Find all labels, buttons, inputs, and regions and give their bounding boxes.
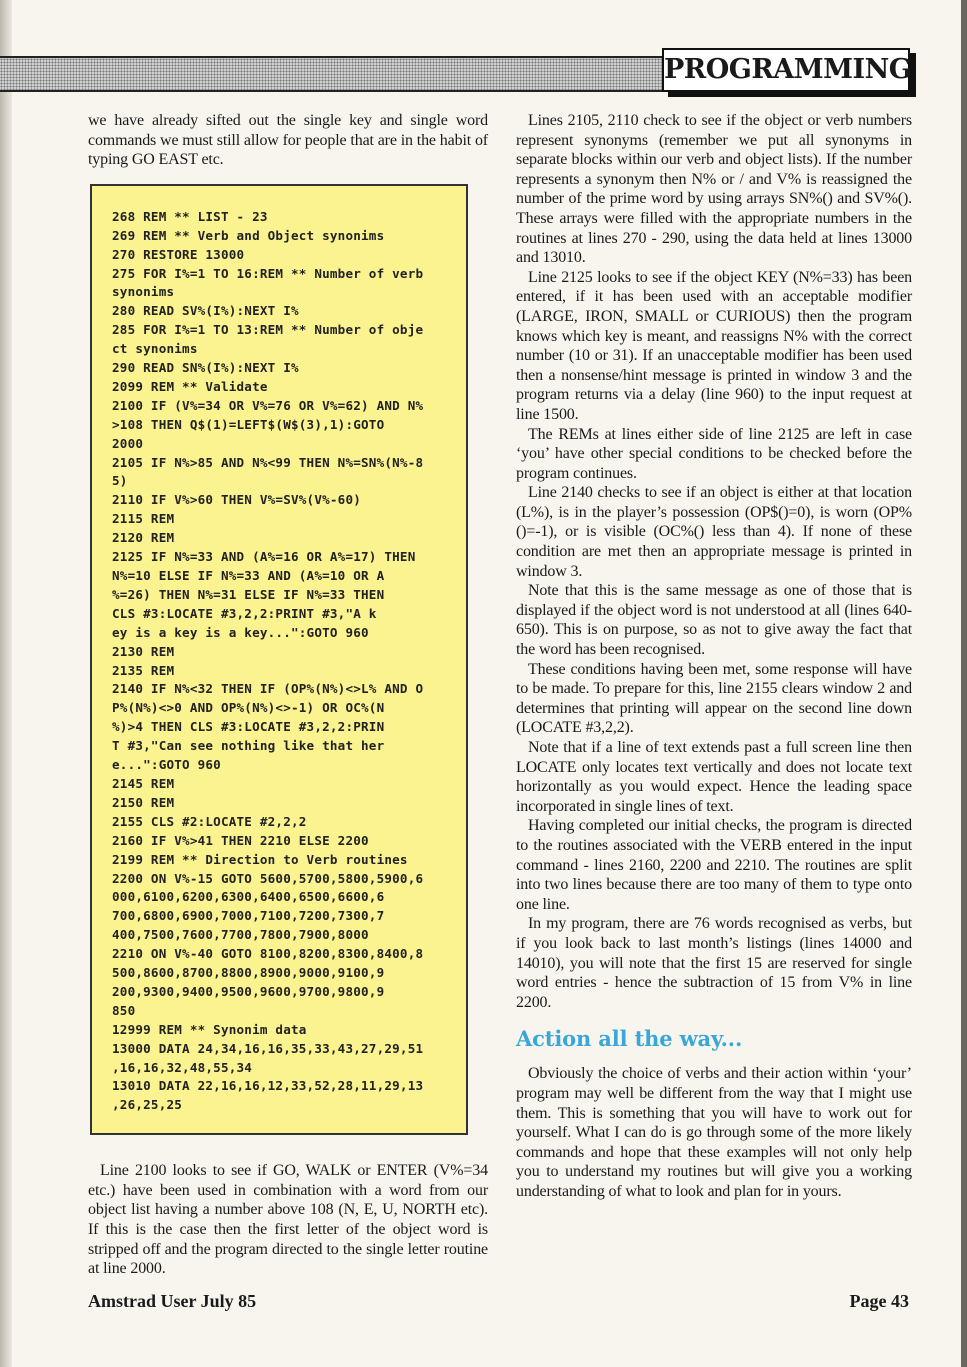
code-line: 2120 REM <box>112 530 175 546</box>
code-line: P%(N%)<>0 AND OP%(N%)<>-1) OR OC%(N <box>112 700 385 716</box>
code-line: 13010 DATA 22,16,16,12,33,52,28,11,29,13 <box>112 1078 424 1094</box>
paragraph: In my program, there are 76 words recognised as verbs, but if you look back to last month’s listings (lines 14000 and 14010), you will note that the first 15 are reserved for single word entries - hence the subtraction of 15 from V% in line 2200. <box>516 915 912 1011</box>
code-line: 000,6100,6200,6300,6400,6500,6600,6 <box>112 889 385 905</box>
code-line: 280 READ SV%(I%):NEXT I% <box>112 303 299 319</box>
right-body <box>516 111 912 1012</box>
code-line: ct synonims <box>112 341 198 357</box>
paragraph: we have already sifted out the single key and single word commands we must still allow for people that are in the habit of typing GO EAST etc. <box>88 112 488 169</box>
left-body <box>88 1161 488 1279</box>
code-line: 2145 REM <box>112 775 175 791</box>
code-line: 2160 IF V%>41 THEN 2210 ELSE 2200 <box>112 832 369 848</box>
code-line: ,16,16,32,48,55,34 <box>112 1059 253 1075</box>
code-line: %=26) THEN N%=31 ELSE IF N%=33 THEN <box>112 586 385 602</box>
footer <box>88 1291 909 1312</box>
code-line: 285 FOR I%=1 TO 13:REM ** Number of obje <box>112 322 424 338</box>
code-line: 400,7500,7600,7700,7800,7900,8000 <box>112 927 369 943</box>
paragraph: Note that this is the same message as one of those that is displayed if the object word is not understood at all (lines 640-650). This is on purpose, so as not to give away the fact that the word has been recognised. <box>516 582 912 659</box>
paragraph: Note that if a line of text extends past a full screen line then LOCATE only locates text vertically and does not locate text horizontally as you would expect. Hence the leading space incorporated in single lines of text. <box>516 739 912 815</box>
code-line: >108 THEN Q$(1)=LEFT$(W$(3),1):GOTO <box>112 416 385 432</box>
paragraph: Line 2125 looks to see if the object KEY (N%=33) has been entered, if it has been used with an acceptable modifier (LARGE, IRON, SMALL or CURIOUS) then the program knows which key is meant, and reassigns N% with the correct number (10 or 31). If an unacceptable modifier has been used then a nonsense/hint message is printed in window 3 and the program returns via a delay (line 960) to the input request at line 1500. <box>516 268 912 423</box>
code-line: 2140 IF N%<32 THEN IF (OP%(N%)<>L% AND O <box>112 681 424 697</box>
code-line: 2155 CLS #2:LOCATE #2,2,2 <box>112 813 307 829</box>
code-line: 2150 REM <box>112 794 175 810</box>
footer-publication: Amstrad User July 85 <box>88 1290 257 1311</box>
code-line: 2135 REM <box>112 662 175 678</box>
section-label: PROGRAMMING <box>662 48 910 92</box>
code-line: 2115 REM <box>112 511 175 527</box>
article-body <box>88 0 912 1279</box>
paragraph: Line 2140 checks to see if an object is either at that location (L%), is in the player’s possession (OP$()=0), is worn (OP%()=-1), or is visible (OC%() less than 4). If none of these condition are met then an appropriate message is printed in window 3. <box>516 484 912 580</box>
code-line: 12999 REM ** Synonim data <box>112 1021 307 1037</box>
code-line: T #3,"Can see nothing like that her <box>112 738 385 754</box>
code-line: 5) <box>112 473 128 489</box>
page-edge <box>961 0 967 1367</box>
code-line: 2110 IF V%>60 THEN V%=SV%(V%-60) <box>112 492 362 508</box>
subheading: Action all the way... <box>516 1026 743 1052</box>
code-line: 2125 IF N%=33 AND (A%=16 OR A%=17) THEN <box>112 549 416 565</box>
paragraph: These conditions having been met, some response will have to be made. To prepare for this, line 2155 clears window 2 and determines that printing will appear on the second line down (LOCATE #3,2,2). <box>516 660 912 737</box>
code-line: 270 RESTORE 13000 <box>112 246 245 262</box>
paragraph: Having completed our initial checks, the program is directed to the routines associated with the VERB entered in the input command - lines 2160, 2200 and 2210. The routines are split into two lines because there are too many of them to type onto one line. <box>516 817 912 913</box>
code-line: 500,8600,8700,8800,8900,9000,9100,9 <box>112 965 385 981</box>
code-line: 700,6800,6900,7000,7100,7200,7300,7 <box>112 908 385 924</box>
code-line: 2105 IF N%>85 AND N%<99 THEN N%=SN%(N%-8 <box>112 454 424 470</box>
code-line: 268 REM ** LIST - 23 <box>112 208 268 224</box>
code-line: 2000 <box>112 435 144 451</box>
code-listing <box>90 184 468 1136</box>
code-line: 269 REM ** Verb and Object synonims <box>112 227 385 243</box>
code-line: 13000 DATA 24,34,16,16,35,33,43,27,29,51 <box>112 1040 424 1056</box>
paragraph: Obviously the choice of verbs and their action within ‘your’ program may well be different from the way that I might use them. This is something that you will have to work out for yourself. What I can do is go through some of the more likely commands and hope that these examples will not only help you to understand my routines but will give you a working understanding of what to look and plan for in yours. <box>516 1065 912 1200</box>
code-line: synonims <box>112 284 175 300</box>
code-line: 850 <box>112 1002 136 1018</box>
page-spine <box>0 0 12 1367</box>
code-line: %)>4 THEN CLS #3:LOCATE #3,2,2:PRIN <box>112 719 385 735</box>
code-line: 2100 IF (V%=34 OR V%=76 OR V%=62) AND N% <box>112 397 424 413</box>
code-line: 200,9300,9400,9500,9600,9700,9800,9 <box>112 983 385 999</box>
code-line: 275 FOR I%=1 TO 16:REM ** Number of verb <box>112 265 424 281</box>
code-line: 2200 ON V%-15 GOTO 5600,5700,5800,5900,6 <box>112 870 424 886</box>
code-line: ,26,25,25 <box>112 1097 183 1113</box>
right-column <box>516 111 912 1201</box>
code-line: 2210 ON V%-40 GOTO 8100,8200,8300,8400,8 <box>112 946 424 962</box>
code-line: CLS #3:LOCATE #3,2,2:PRINT #3,"A k <box>112 605 377 621</box>
code-line: 290 READ SN%(I%):NEXT I% <box>112 360 299 376</box>
code-line: 2099 REM ** Validate <box>112 378 268 394</box>
right-body-after <box>516 1064 912 1201</box>
code-line: ey is a key is a key...":GOTO 960 <box>112 624 369 640</box>
left-column <box>88 111 488 1279</box>
code-line: e...":GOTO 960 <box>112 757 221 773</box>
code-line: 2199 REM ** Direction to Verb routines <box>112 851 408 867</box>
code-line: N%=10 ELSE IF N%=33 AND (A%=10 OR A <box>112 568 385 583</box>
footer-page-number: Page 43 <box>849 1290 909 1311</box>
code-line: 2130 REM <box>112 643 175 659</box>
paragraph: Line 2100 looks to see if GO, WALK or ENTER (V%=34 etc.) have been used in combination with a word from our object list having a number above 108 (N, E, U, NORTH etc). If this is the case then the first letter of the object word is stripped off and the program directed to the single letter routine at line 2000. <box>88 1162 488 1278</box>
paragraph: The REMs at lines either side of line 2125 are left in case ‘you’ have other special conditions to be checked before the program continues. <box>516 425 912 482</box>
paragraph: Lines 2105, 2110 check to see if the object or verb numbers represent synonyms (remember we put all synonyms in separate blocks within our verb and object lists). If the number represents a synonym then N% or / and V% is reassigned the number of the prime word by using arrays SN%() and SV%(). These arrays were filled with the appropriate numbers in the routines at lines 270 - 290, using the data held at lines 13000 and 13010. <box>516 112 912 267</box>
